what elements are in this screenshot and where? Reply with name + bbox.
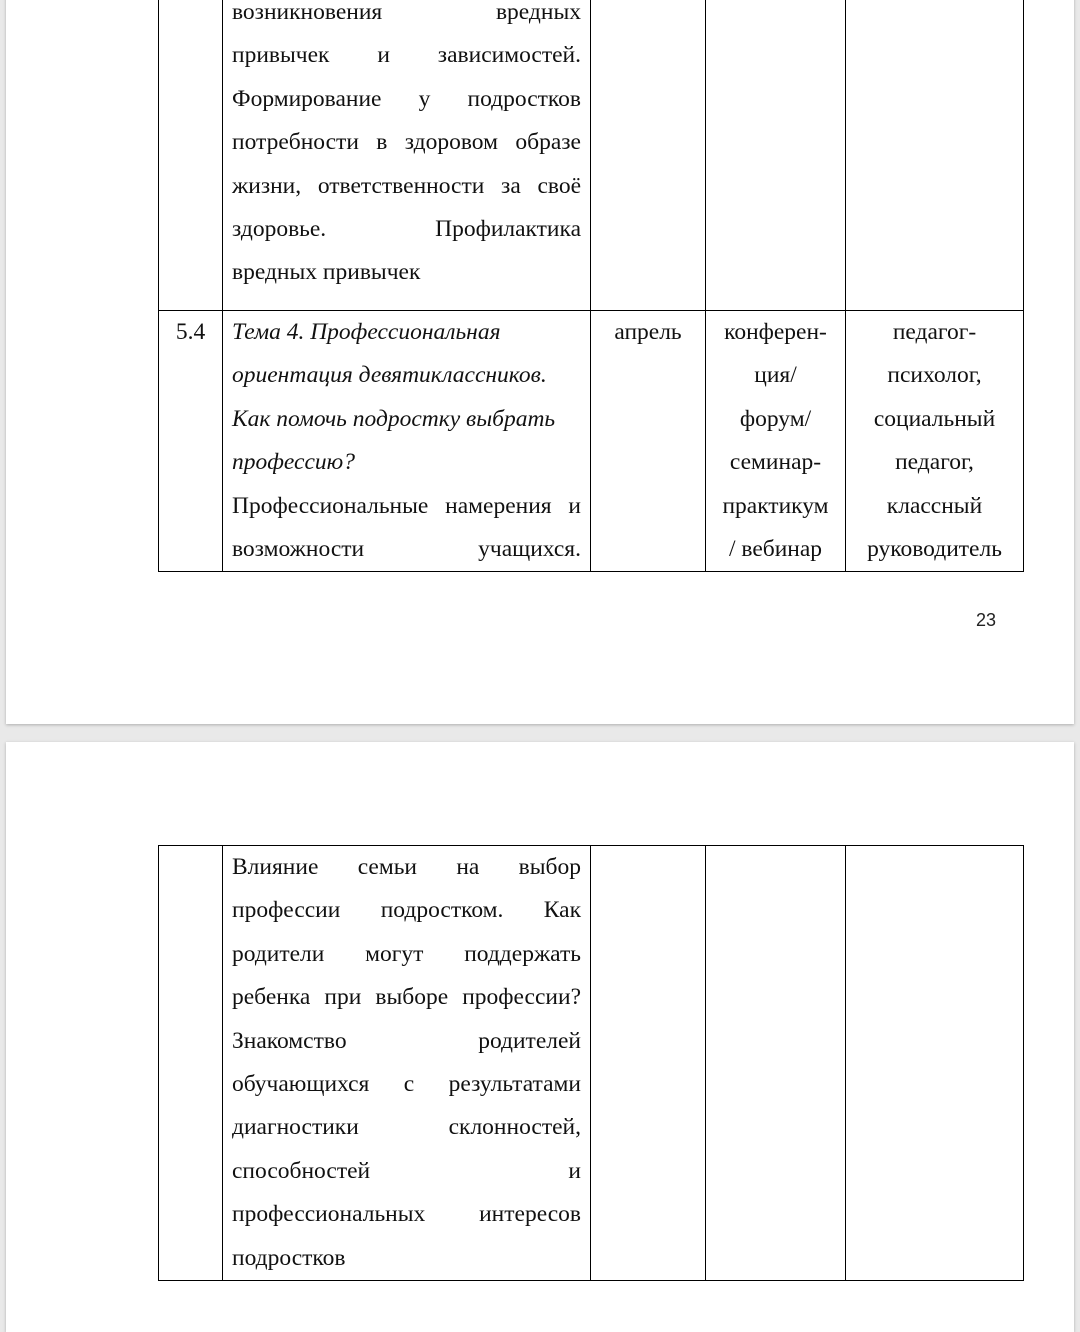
topic-line: профессии подростком. Как (232, 897, 581, 924)
responsible-line: руководитель (867, 536, 1002, 563)
form-line: / вебинар (728, 536, 823, 563)
form-line: практикум (722, 492, 829, 519)
responsible-line: педагог, (895, 449, 974, 476)
term-cell (591, 846, 706, 1281)
responsible-line: социальный (873, 405, 996, 432)
responsible-cell (846, 846, 1024, 1281)
row-number-cell (159, 846, 223, 1281)
table-row (159, 846, 1024, 1281)
table-row (159, 311, 1024, 572)
topic-line: жизни, ответственности за своё (232, 172, 581, 199)
plan-table-continued (158, 845, 1024, 1281)
topic-line: возникновения вредных (232, 0, 581, 25)
table-row (159, 0, 1024, 311)
form-line: форум/ (739, 405, 812, 432)
topic-title-line: ориентация девятиклассников. (232, 362, 547, 389)
topic-line: потребности в здоровом образе (232, 129, 581, 156)
document-page-24 (6, 742, 1074, 1332)
topic-line: привычек и зависимостей. (232, 42, 581, 69)
topic-line: Влияние семьи на выбор (232, 854, 581, 880)
term-cell (591, 0, 706, 311)
topic-line: Знакомство родителей (232, 1027, 581, 1054)
topic-title-line: Тема 4. Профессиональная (232, 319, 501, 345)
topic-line: Формирование у подростков (232, 85, 581, 112)
topic-title-line: Как помочь подростку выбрать (232, 405, 556, 432)
form-line: ция/ (754, 362, 797, 389)
topic-line: возможности учащихся. (232, 536, 581, 563)
plan-table (158, 0, 1024, 572)
row-number-cell (159, 0, 223, 311)
form-cell (706, 846, 846, 1281)
topic-line: способностей и (232, 1157, 581, 1184)
topic-line: Профессиональные намерения и (232, 492, 581, 519)
form-line: конферен- (724, 319, 827, 345)
topic-line: обучающихся с результатами (232, 1071, 581, 1098)
form-cell (706, 0, 846, 311)
document-page-23 (6, 0, 1074, 724)
responsible-line: психолог, (887, 362, 982, 389)
form-line: семинар- (729, 449, 822, 476)
topic-line: здоровье. Профилактика (232, 216, 581, 243)
topic-cell (223, 846, 591, 1281)
responsible-line: педагог- (892, 319, 977, 345)
topic-line: ребенка при выборе профессии? (232, 984, 581, 1011)
page-number: 23 (976, 610, 997, 630)
topic-line: родители могут поддержать (232, 940, 581, 967)
topic-line: диагностики склонностей, (232, 1114, 581, 1141)
responsible-cell (846, 0, 1024, 311)
topic-title-line: профессию? (232, 449, 355, 476)
topic-line: подростков (232, 1244, 346, 1271)
responsible-line: классный (886, 492, 983, 519)
topic-line: профессиональных интересов (232, 1201, 581, 1228)
responsible-cell (846, 311, 1024, 572)
term-cell: апрель (591, 311, 706, 572)
row-number-cell: 5.4 (159, 311, 223, 572)
form-cell (706, 311, 846, 572)
topic-cell (223, 311, 591, 572)
topic-line: вредных привычек (232, 259, 421, 286)
topic-cell (223, 0, 591, 311)
